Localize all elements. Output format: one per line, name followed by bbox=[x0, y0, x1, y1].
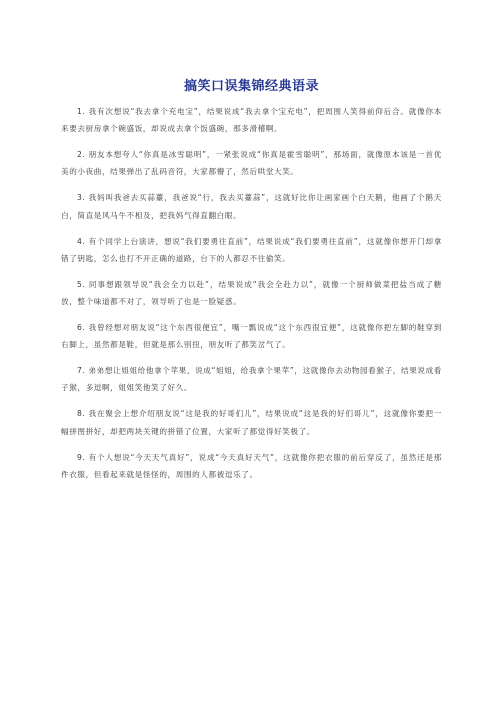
page-title: 搞笑口误集锦经典语录 bbox=[183, 79, 319, 94]
paragraph-1: 1. 我有次想说“我去拿个充电宝”，结果说成“我去拿个宝充电”，把周围人笑得前仰后合。就像你本来要去厨房拿个碗盛饭，却说成去拿个饭盛碗，那多滑稽啊。 bbox=[61, 107, 442, 134]
paragraph-7: 7. 弟弟想让姐姐给他拿个苹果，说成“姐姐，给我拿个果苹”，这就像你去动物园看猴子，结果说成看子猴，多逗啊，姐姐笑他笑了好久。 bbox=[61, 366, 442, 393]
paragraph-6: 6. 我曾经想对朋友说“这个东西很便宜”，嘴一瓢说成“这个东西很宜便”，这就像你把左脚的鞋穿到右脚上，虽然都是鞋，但就是那么别扭，朋友听了都笑岔气了。 bbox=[61, 322, 442, 350]
paragraph-8: 8. 我在聚会上想介绍朋友说“这是我的好哥们儿”，结果说成“这是我的好们哥儿”，这就像你要把一幅拼图拼好，却把两块关键的拼错了位置，大家听了都觉得好笑极了。 bbox=[61, 409, 442, 436]
paragraph-3: 3. 我妈叫我爸去买蒜薹，我爸说“行，我去买薹蒜”，这就好比你让画家画个白天鹅，他画了个鹅天白，简直是风马牛不相及，把我妈气得直翻白眼。 bbox=[61, 193, 442, 220]
paragraph-5: 5. 同事想跟领导说“我会全力以赴”，结果说成“我会全赴力以”，就像一个厨师做菜把盐当成了糖放，整个味道都不对了，领导听了也是一脸疑惑。 bbox=[61, 279, 442, 307]
paragraph-9: 9. 有个人想说“今天天气真好”，说成“今天真好天气”，这就像你把衣服的前后穿反了，虽然还是那件衣服，但看起来就是怪怪的，周围的人都被逗乐了。 bbox=[61, 452, 442, 479]
paragraph-2: 2. 朋友本想夸人“你真是冰雪聪明”，一紧张说成“你真是霍雪聪明”，那场面，就像原本该是一首优美的小夜曲，结果弹出了乱码音符，大家都懵了，然后哄堂大笑。 bbox=[61, 150, 442, 177]
paragraph-4: 4. 有个同学上台演讲，想说“我们要勇往直前”，结果说成“我们要勇往直前”，这就像你想开门却拿错了钥匙，怎么也打不开正确的道路，台下的人都忍不住偷笑。 bbox=[61, 236, 442, 263]
